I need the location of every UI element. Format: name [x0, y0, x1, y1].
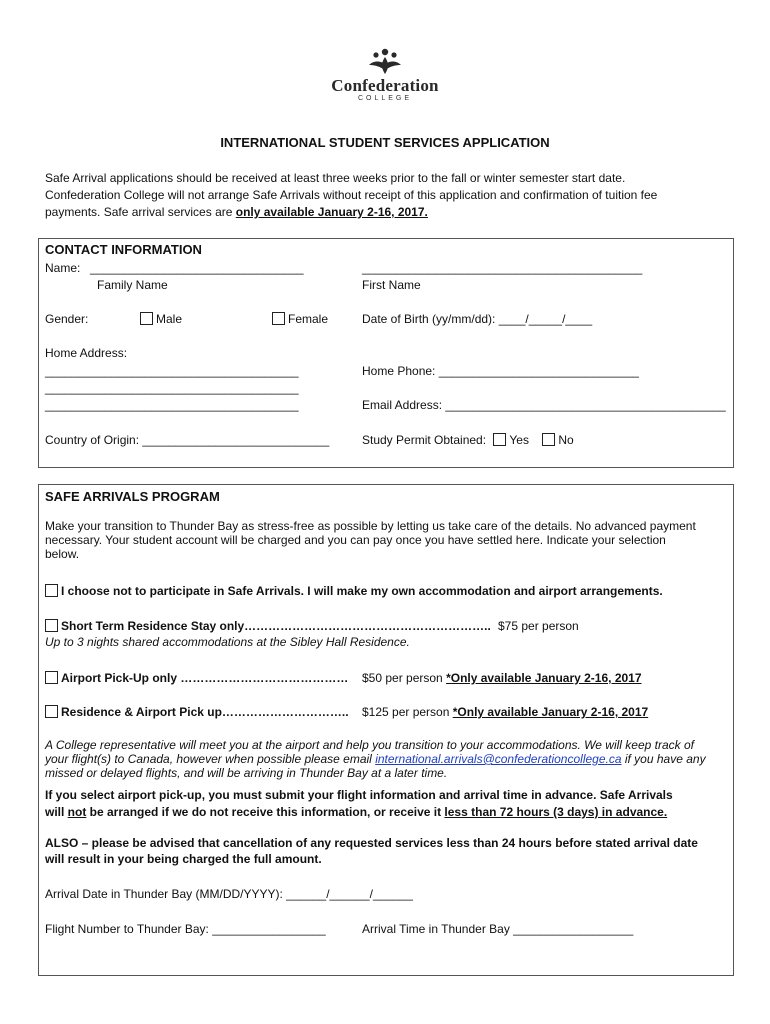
college-logo — [320, 48, 450, 112]
study-permit-row — [362, 433, 574, 447]
arrival-date-field[interactable]: Arrival Date in Thunder Bay (MM/DD/YYYY): ______/______/______ — [45, 887, 413, 901]
residence-pickup-checkbox[interactable] — [45, 705, 58, 718]
logo-name: Confederation — [331, 76, 439, 95]
date-of-birth-field[interactable]: Date of Birth (yy/mm/dd): ____/_____/____ — [362, 312, 593, 326]
option-no-participation[interactable] — [45, 584, 663, 598]
cancellation-line-2: will result in your being charged the full amount. — [45, 852, 322, 866]
permit-yes-checkbox[interactable] — [493, 433, 506, 446]
gender-label: Gender: — [45, 312, 89, 326]
rep-line-2 — [45, 752, 735, 766]
safe-intro-line-2: necessary. Your student account will be charged and you can pay once you have settled here. Indicate your selection — [45, 533, 666, 547]
male-label: Male — [156, 312, 183, 326]
address-line-3[interactable]: ______________________________________ — [45, 398, 299, 412]
warning-middle: be arranged if we do not receive this information, or receive it — [86, 805, 445, 819]
warning-will: will — [45, 805, 68, 819]
family-name-caption: Family Name — [97, 278, 168, 292]
flight-number-field[interactable]: Flight Number to Thunder Bay: _________________ — [45, 922, 326, 936]
residence-pickup-price — [362, 705, 648, 719]
cancellation-notice — [45, 835, 735, 867]
airport-pickup-price-text: $50 per person — [362, 671, 447, 685]
representative-note — [45, 738, 735, 780]
cancellation-line-1: ALSO – please be advised that cancellation of any requested services less than 24 hours before stated arrival date — [45, 836, 698, 850]
intro-line-3 — [45, 204, 725, 221]
short-term-note: Up to 3 nights shared accommodations at the Sibley Hall Residence. — [45, 635, 410, 649]
safe-arrivals-heading: SAFE ARRIVALS PROGRAM — [45, 489, 220, 504]
short-term-price: $75 per person — [498, 619, 579, 633]
rep-line-1: A College representative will meet you at the airport and help you transition to your accommodations. We will keep track of — [45, 738, 694, 752]
address-line-1[interactable]: ______________________________________ — [45, 364, 299, 378]
contact-heading: CONTACT INFORMATION — [45, 242, 202, 257]
safe-intro-line-3: below. — [45, 547, 80, 561]
safe-arrivals-intro — [45, 519, 725, 561]
intro-line-1: Safe Arrival applications should be received at least three weeks prior to the fall or winter semester start date. — [45, 171, 626, 185]
safe-intro-line-1: Make your transition to Thunder Bay as stress-free as possible by letting us take care of the details. No advanced payment — [45, 519, 696, 533]
intro-paragraph — [45, 170, 725, 221]
intro-availability: only available January 2-16, 2017. — [235, 205, 428, 219]
first-name-caption: First Name — [362, 278, 421, 292]
pickup-warning — [45, 787, 735, 821]
warning-line-1: If you select airport pick-up, you must submit your flight information and arrival time in advance. Safe Arrivals — [45, 788, 673, 802]
airport-pickup-label: Airport Pick-Up only …………………………………… — [61, 671, 349, 685]
male-checkbox[interactable] — [140, 312, 153, 325]
short-term-label: Short Term Residence Stay only…………………………………………………….. — [61, 619, 491, 633]
trillium-logo-icon — [365, 48, 405, 76]
permit-no-checkbox[interactable] — [542, 433, 555, 446]
no-participation-label: I choose not to participate in Safe Arrivals. I will make my own accommodation and airport arrangements. — [61, 584, 663, 598]
short-term-checkbox[interactable] — [45, 619, 58, 632]
arrival-time-field[interactable]: Arrival Time in Thunder Bay __________________ — [362, 922, 634, 936]
permit-no-label: No — [558, 433, 574, 447]
intro-line-3-prefix: payments. Safe arrival services are — [45, 205, 236, 219]
residence-pickup-price-text: $125 per person — [362, 705, 453, 719]
gender-female-option[interactable] — [272, 312, 328, 326]
first-name-field[interactable]: __________________________________________ — [362, 261, 643, 275]
option-airport-pickup[interactable] — [45, 671, 348, 685]
home-phone-field[interactable]: Home Phone: ______________________________ — [362, 364, 639, 378]
rep-line-3: missed or delayed flights, and will be arriving in Thunder Bay at a later time. — [45, 766, 448, 780]
family-name-field[interactable]: ________________________________ — [90, 261, 304, 275]
arrivals-email-link[interactable]: international.arrivals@confederationcollege.ca — [375, 752, 622, 766]
airport-pickup-checkbox[interactable] — [45, 671, 58, 684]
warning-deadline: less than 72 hours (3 days) in advance. — [444, 805, 668, 819]
no-participation-checkbox[interactable] — [45, 584, 58, 597]
country-of-origin-field[interactable]: Country of Origin: ____________________________ — [45, 433, 330, 447]
airport-pickup-price — [362, 671, 642, 685]
page-title: INTERNATIONAL STUDENT SERVICES APPLICATION — [220, 135, 550, 150]
rep-line-2-suffix: if you have any — [621, 752, 706, 766]
airport-pickup-availability: *Only available January 2-16, 2017 — [446, 671, 642, 685]
gender-male-option[interactable] — [140, 312, 182, 326]
permit-yes-label: Yes — [509, 433, 529, 447]
home-address-label: Home Address: — [45, 346, 128, 360]
rep-line-2-prefix: your flight(s) to Canada, however when possible please email — [45, 752, 376, 766]
option-short-term-stay[interactable] — [45, 619, 491, 633]
intro-line-2: Confederation College will not arrange Safe Arrivals without receipt of this application and confirmation of tuition fee — [45, 188, 658, 202]
name-label: Name: — [45, 261, 81, 275]
female-label: Female — [288, 312, 329, 326]
option-residence-and-pickup[interactable] — [45, 705, 349, 719]
logo-sub: COLLEGE — [357, 95, 413, 102]
warning-not: not — [67, 805, 87, 819]
female-checkbox[interactable] — [272, 312, 285, 325]
residence-pickup-availability: *Only available January 2-16, 2017 — [452, 705, 649, 719]
warning-line-2 — [45, 804, 735, 821]
residence-pickup-label: Residence & Airport Pick up………………………….. — [61, 705, 349, 719]
address-line-2[interactable]: ______________________________________ — [45, 381, 299, 395]
email-field[interactable]: Email Address: __________________________________________ — [362, 398, 726, 412]
study-permit-label: Study Permit Obtained: — [362, 433, 487, 447]
